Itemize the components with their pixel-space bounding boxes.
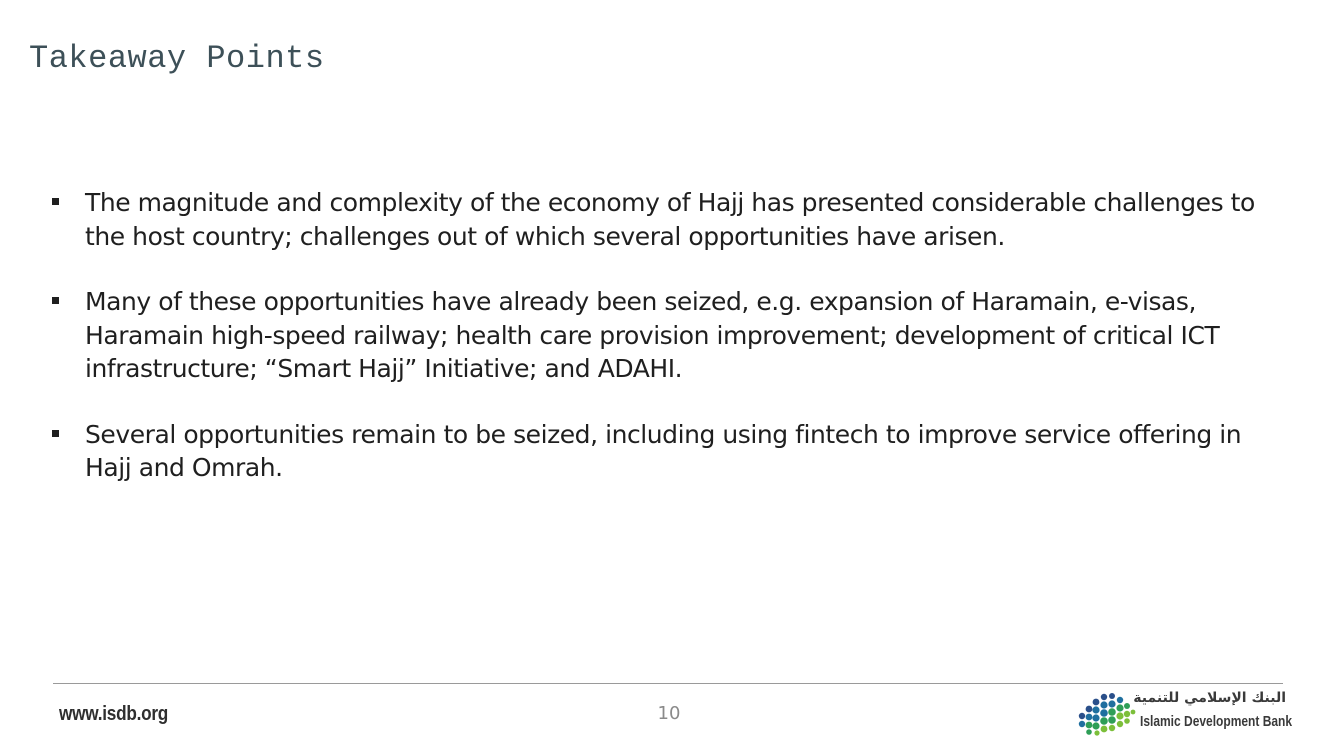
- bullet-list: [50, 186, 1290, 517]
- logo-arabic-text: البنك الإسلامي للتنمية: [1133, 690, 1286, 706]
- bullet-text: Several opportunities remain to be seized, including using fintech to improve service offering in Hajj and Omrah.: [85, 419, 1242, 482]
- footer-website-link[interactable]: www.isdb.org: [59, 703, 169, 725]
- logo-english-text: Islamic Development Bank: [1140, 713, 1293, 730]
- square-bullet-icon: [52, 430, 59, 437]
- bullet-text: Many of these opportunities have already been seized, e.g. expansion of Haramain, e-visas, Haramain high-speed railway; health care provision improvement; development of critical ICT infrastructure; “Smart Hajj” Initiative; and ADAHI.: [85, 287, 1220, 383]
- bullet-item: [50, 186, 1290, 253]
- slide-title: Takeaway Points: [29, 40, 325, 77]
- isdb-logo: [1074, 690, 1293, 736]
- dotted-globe-icon: [1074, 690, 1138, 736]
- square-bullet-icon: [52, 297, 59, 304]
- square-bullet-icon: [52, 198, 59, 205]
- bullet-text: The magnitude and complexity of the economy of Hajj has presented considerable challenges to the host country; challenges out of which several opportunities have arisen.: [85, 188, 1255, 251]
- bullet-item: [50, 285, 1290, 386]
- footer-divider: [53, 683, 1283, 684]
- page-number: 10: [657, 703, 681, 724]
- bullet-item: [50, 418, 1290, 485]
